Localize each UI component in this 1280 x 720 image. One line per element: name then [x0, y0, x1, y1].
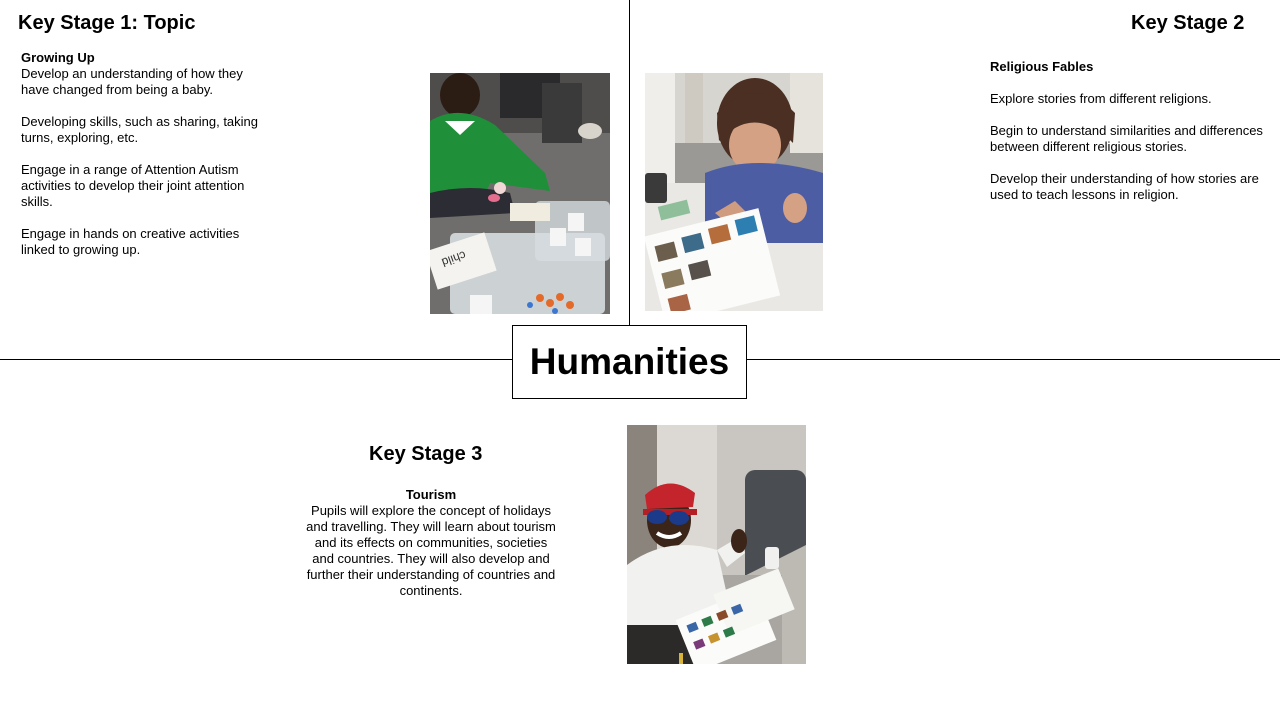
ks1-paragraph: Engage in hands on creative activities linked to growing up. [21, 226, 240, 257]
ks1-paragraph: Developing skills, such as sharing, taking turns, exploring, etc. [21, 114, 259, 145]
ks3-text [306, 487, 556, 599]
ks1-photo-label: child [439, 248, 468, 270]
ks1-text [21, 50, 261, 274]
ks2-paragraph: Begin to understand similarities and differences between different religious stories. [990, 123, 1263, 154]
ks3-heading: Key Stage 3 [369, 443, 483, 465]
ks2-heading: Key Stage 2 [1131, 12, 1245, 34]
ks1-paragraph: Develop an understanding of how they have changed from being a baby. [21, 66, 243, 97]
ks3-photo [627, 425, 806, 664]
ks2-photo [645, 73, 823, 311]
ks2-subheading: Religious Fables [990, 59, 1094, 74]
ks3-body: Pupils will explore the concept of holidays and travelling. They will learn about tourism and its effects on communities, societies and countries. They will also develop and further their understanding of countries and continents. [306, 503, 556, 598]
page-title: Humanities [529, 341, 730, 382]
title-box [512, 325, 747, 399]
ks2-paragraph: Develop their understanding of how stories are used to teach lessons in religion. [990, 171, 1259, 202]
ks2-paragraph: Explore stories from different religions. [990, 91, 1212, 106]
ks1-subheading: Growing Up [21, 50, 95, 65]
ks1-photo [430, 73, 610, 314]
ks1-heading: Key Stage 1: Topic [18, 12, 196, 34]
ks2-text [990, 59, 1270, 219]
ks3-subheading: Tourism [405, 487, 457, 502]
ks1-paragraph: Engage in a range of Attention Autism activities to develop their joint attention skills. [21, 162, 245, 209]
vertical-divider [629, 0, 630, 325]
